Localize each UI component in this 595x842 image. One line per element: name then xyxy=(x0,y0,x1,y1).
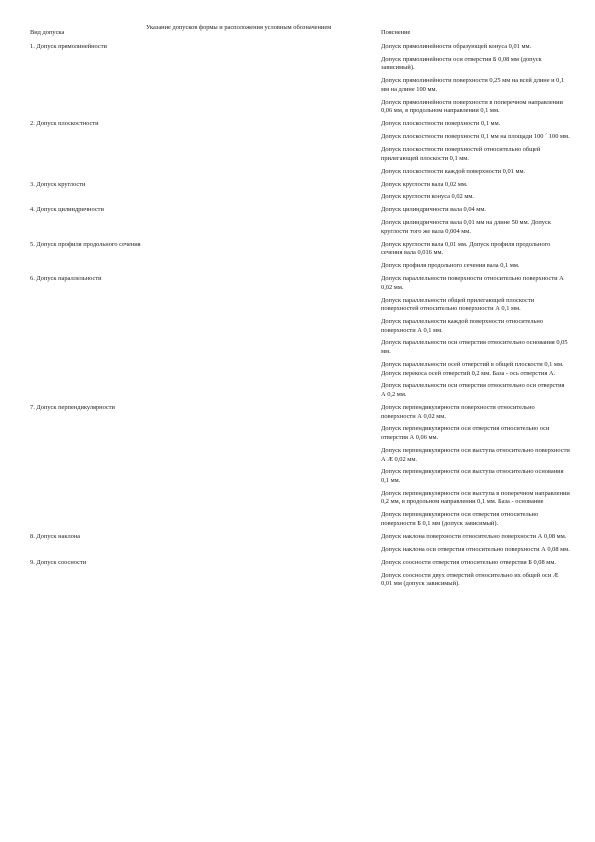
explanation-item: Допуск параллельности общей прилегающей плоскости поверхностей относительно поверхности А 0,1 мм. xyxy=(381,296,535,313)
table-row xyxy=(30,120,570,180)
explanation-item: Допуск параллельности оси отверстия относительно оси отверстия А 0,2 мм. xyxy=(381,382,565,399)
explanation-item: Допуск соосности двух отверстий относительно их общей оси Æ 0,01 мм (допуск зависимый). xyxy=(381,571,559,588)
tolerance-kind: 8. Допуск наклона xyxy=(30,532,81,540)
table-row xyxy=(30,404,570,533)
explanation-cell xyxy=(381,275,570,404)
explanation-item: Допуск плоскостности каждой поверхности 0,01 мм. xyxy=(381,167,526,175)
explanation-item: Допуск плоскостности поверхностей относительно общей прилегающей плоскости 0,1 мм. xyxy=(381,146,541,162)
explanation-item: Допуск наклона поверхности относительно поверхности А 0,08 мм. xyxy=(381,532,567,540)
explanation-item: Допуск параллельности поверхности относительно поверхности А 0,02 мм. xyxy=(381,275,564,291)
column-header-indication: Указание допусков формы и расположения условным обозначением xyxy=(146,24,332,31)
explanation-cell xyxy=(381,241,570,275)
table-row xyxy=(30,275,570,404)
explanation-item: Допуск перпендикулярности оси выступа относительно поверхности А Æ 0,02 мм. xyxy=(381,446,570,463)
table-row xyxy=(30,241,570,275)
explanation-item: Допуск плоскостности поверхности 0,1 мм. xyxy=(381,120,501,128)
column-header-kind: Вид допуска xyxy=(30,29,65,36)
tolerance-kind: 5. Допуск профиля продольного сечения xyxy=(30,240,141,248)
explanation-item: Допуск круглости вала 0,01 мм. Допуск профиля продольного сечения вала 0,016 мм. xyxy=(381,240,551,257)
tolerance-kind: 4. Допуск цилиндричности xyxy=(30,206,104,214)
explanation-item: Допуск цилиндричности вала 0,01 мм на длине 50 мм. Допуск круглости того же вала 0,004 мм. xyxy=(381,219,551,235)
explanation-cell xyxy=(381,559,570,593)
tolerance-table xyxy=(30,43,570,593)
explanation-item: Допуск наклона оси отверстия относительно поверхности А 0,08 мм. xyxy=(381,545,570,553)
explanation-item: Допуск прямолинейности оси отверстия Б 0,08 мм (допуск зависимый). xyxy=(381,55,542,72)
explanation-item: Допуск перпендикулярности оси выступа относительно основания 0,1 мм. xyxy=(381,468,564,484)
tolerance-kind: 1. Допуск прямолинейности xyxy=(30,43,107,50)
explanation-cell xyxy=(381,533,570,559)
explanation-item: Допуск соосности отверстия относительно отверстия Б 0,08 мм. xyxy=(381,558,556,566)
explanation-item: Допуск параллельности оси отверстия относительно основания 0,05 мм. xyxy=(381,339,568,356)
tolerance-kind: 2. Допуск плоскостности xyxy=(30,120,99,128)
explanation-item: Допуск параллельности осей отверстий в общей плоскости 0,1 мм. Допуск перекоса осей отверстий 0,2 мм. База - ось отверстия А. xyxy=(381,360,564,377)
explanation-item: Допуск перпендикулярности оси отверстия относительно поверхности Б 0,1 мм (допуск зависимый). xyxy=(381,511,539,527)
tolerance-kind: 7. Допуск перпендикулярности xyxy=(30,403,115,411)
tolerance-kind: 6. Допуск параллельности xyxy=(30,275,102,283)
explanation-item: Допуск прямолинейности образующей конуса 0,01 мм. xyxy=(381,43,532,50)
explanation-item: Допуск перпендикулярности оси выступа в поперечном направлении 0,2 мм, в продольном направлении 0,1 мм. База - основание xyxy=(381,489,570,506)
tolerance-kind: 9. Допуск соосности xyxy=(30,558,87,566)
explanation-item: Допуск перпендикулярности поверхности относительно поверхности А 0,02 мм. xyxy=(381,403,535,420)
table-row xyxy=(30,206,570,240)
explanation-cell xyxy=(381,181,570,207)
explanation-item: Допуск круглости вала 0,02 мм. xyxy=(381,180,468,188)
table-row xyxy=(30,43,570,120)
table-row xyxy=(30,533,570,559)
explanation-item: Допуск профиля продольного сечения вала 0,1 мм. xyxy=(381,262,520,270)
explanation-cell xyxy=(381,43,570,120)
table-row xyxy=(30,181,570,207)
explanation-cell xyxy=(381,206,570,240)
explanation-item: Допуск параллельности каждой поверхности относительно поверхности А 0,1 мм. xyxy=(381,318,544,334)
explanation-item: Допуск плоскостности поверхности 0,1 мм на площади 100 ´ 100 мм. xyxy=(381,133,570,141)
explanation-item: Допуск прямолинейности поверхности 0,25 мм на всей длине и 0,1 мм на длине 100 мм. xyxy=(381,77,565,93)
tolerance-kind: 3. Допуск круглости xyxy=(30,180,86,188)
column-header-explanation: Пояснение xyxy=(381,29,411,36)
explanation-item: Допуск перпендикулярности оси отверстия относительно оси отверстия А 0,06 мм. xyxy=(381,425,550,442)
explanation-item: Допуск круглости конуса 0,02 мм. xyxy=(381,193,475,201)
explanation-cell xyxy=(381,120,570,180)
explanation-item: Допуск цилиндричности вала 0,04 мм. xyxy=(381,206,486,214)
explanation-item: Допуск прямолинейности поверхности в поперечном направлении 0,06 мм, в продольном направлении 0,1 мм. xyxy=(381,98,563,115)
explanation-cell xyxy=(381,404,570,533)
table-row xyxy=(30,559,570,593)
